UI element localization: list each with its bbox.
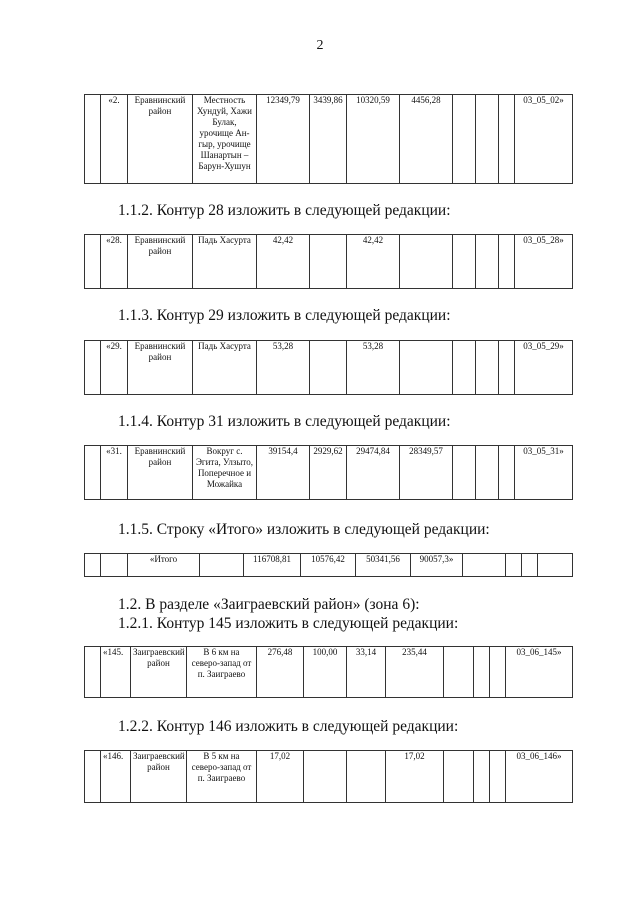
paragraph-1-1-4: 1.1.4. Контур 31 изложить в следующей редакции: [118, 413, 451, 430]
table-cell: 28349,57 [400, 446, 453, 500]
table-cell [490, 751, 506, 803]
table-cell: 03_05_31» [515, 446, 573, 500]
table-cell: «146. [101, 751, 131, 803]
table-cell [400, 235, 453, 289]
table-cell [85, 446, 101, 500]
table-cell [85, 751, 101, 803]
table-row [85, 446, 573, 500]
table-contour-31 [84, 445, 573, 500]
table-cell [444, 647, 474, 698]
table-cell [453, 446, 476, 500]
table-cell: 50341,56 [356, 554, 411, 577]
table-cell [476, 341, 499, 395]
table-cell [444, 751, 474, 803]
table-cell [347, 751, 386, 803]
table-cell: 2929,62 [310, 446, 347, 500]
table-cell: 03_05_02» [515, 95, 573, 184]
table-cell [304, 751, 347, 803]
table-cell: «29. [101, 341, 128, 395]
table-cell: 03_05_28» [515, 235, 573, 289]
table-cell [453, 341, 476, 395]
table-cell: Еравнинский район [128, 95, 193, 184]
page-number: 2 [316, 38, 324, 53]
table-cell [499, 446, 515, 500]
table-cell: Заиграевский район [131, 647, 187, 698]
table-cell [474, 751, 490, 803]
table-cell: 90057,3» [411, 554, 463, 577]
table-cell [476, 95, 499, 184]
table-cell [85, 95, 101, 184]
table-cell: Падь Хасурта [193, 341, 257, 395]
table-cell: 53,28 [347, 341, 400, 395]
table-cell [310, 235, 347, 289]
table-contour-29 [84, 340, 573, 395]
table-cell: 17,02 [386, 751, 444, 803]
table-cell: Еравнинский район [128, 235, 193, 289]
table-cell [474, 647, 490, 698]
table-cell [499, 341, 515, 395]
table-cell: «2. [101, 95, 128, 184]
table-cell [522, 554, 538, 577]
table-cell: 42,42 [257, 235, 310, 289]
table-cell: Еравнинский район [128, 341, 193, 395]
paragraph-1-1-5: 1.1.5. Строку «Итого» изложить в следующей редакции: [118, 521, 490, 538]
table-cell [506, 554, 522, 577]
table-cell: 116708,81 [244, 554, 301, 577]
table-cell [538, 554, 573, 577]
table-cell: 10576,42 [301, 554, 356, 577]
table-contour-145 [84, 646, 573, 698]
table-cell: «145. [101, 647, 131, 698]
table-cell: 03_05_29» [515, 341, 573, 395]
table-cell: 4456,28 [400, 95, 453, 184]
table-cell [101, 554, 128, 577]
table-cell: «31. [101, 446, 128, 500]
table-cell: 33,14 [347, 647, 386, 698]
table-cell: 53,28 [257, 341, 310, 395]
table-row [85, 554, 573, 577]
table-cell: 29474,84 [347, 446, 400, 500]
table-contour-146 [84, 750, 573, 803]
table-cell: Еравнинский район [128, 446, 193, 500]
table-row [85, 341, 573, 395]
table-cell: 276,48 [257, 647, 304, 698]
paragraph-1-1-3: 1.1.3. Контур 29 изложить в следующей редакции: [118, 307, 451, 324]
table-contour-28 [84, 234, 573, 289]
table-cell: «28. [101, 235, 128, 289]
table-row [85, 751, 573, 803]
paragraph-1-2-2: 1.2.2. Контур 146 изложить в следующей редакции: [118, 718, 459, 735]
table-cell [476, 446, 499, 500]
table-cell: 12349,79 [257, 95, 310, 184]
table-cell: 39154,4 [257, 446, 310, 500]
table-cell: В 5 км на северо-запад от п. Заиграево [187, 751, 257, 803]
table-cell [85, 341, 101, 395]
table-total [84, 553, 573, 577]
table-cell [499, 235, 515, 289]
table-cell: 42,42 [347, 235, 400, 289]
table-cell [85, 235, 101, 289]
paragraph-1-2: 1.2. В разделе «Заиграевский район» (зона 6): [118, 596, 420, 613]
table-contour-2 [84, 94, 573, 184]
table-cell [453, 95, 476, 184]
table-cell [400, 341, 453, 395]
paragraph-1-2-1: 1.2.1. Контур 145 изложить в следующей редакции: [118, 615, 459, 632]
table-cell: Вокруг с. Эгита, Улзыто, Поперечное и Можайка [193, 446, 257, 500]
table-cell: «Итого [128, 554, 200, 577]
table-cell [476, 235, 499, 289]
table-cell [490, 647, 506, 698]
table-cell: 10320,59 [347, 95, 400, 184]
table-row [85, 647, 573, 698]
table-cell: Заиграевский район [131, 751, 187, 803]
table-cell: В 6 км на северо-запад от п. Заиграево [187, 647, 257, 698]
table-row [85, 235, 573, 289]
table-row [85, 95, 573, 184]
table-cell [85, 554, 101, 577]
paragraph-1-1-2: 1.1.2. Контур 28 изложить в следующей редакции: [118, 202, 451, 219]
table-cell: Местность Хундуй, Хажи Булак, урочище Ан-гыр, урочище Шанартын – Барун-Хушун [193, 95, 257, 184]
table-cell: 3439,86 [310, 95, 347, 184]
table-cell [200, 554, 244, 577]
table-cell [85, 647, 101, 698]
table-cell: 100,00 [304, 647, 347, 698]
table-cell: Падь Хасурта [193, 235, 257, 289]
table-cell: 03_06_146» [506, 751, 573, 803]
table-cell [310, 341, 347, 395]
table-cell [463, 554, 506, 577]
table-cell: 17,02 [257, 751, 304, 803]
table-cell [499, 95, 515, 184]
table-cell [453, 235, 476, 289]
table-cell: 235,44 [386, 647, 444, 698]
table-cell: 03_06_145» [506, 647, 573, 698]
